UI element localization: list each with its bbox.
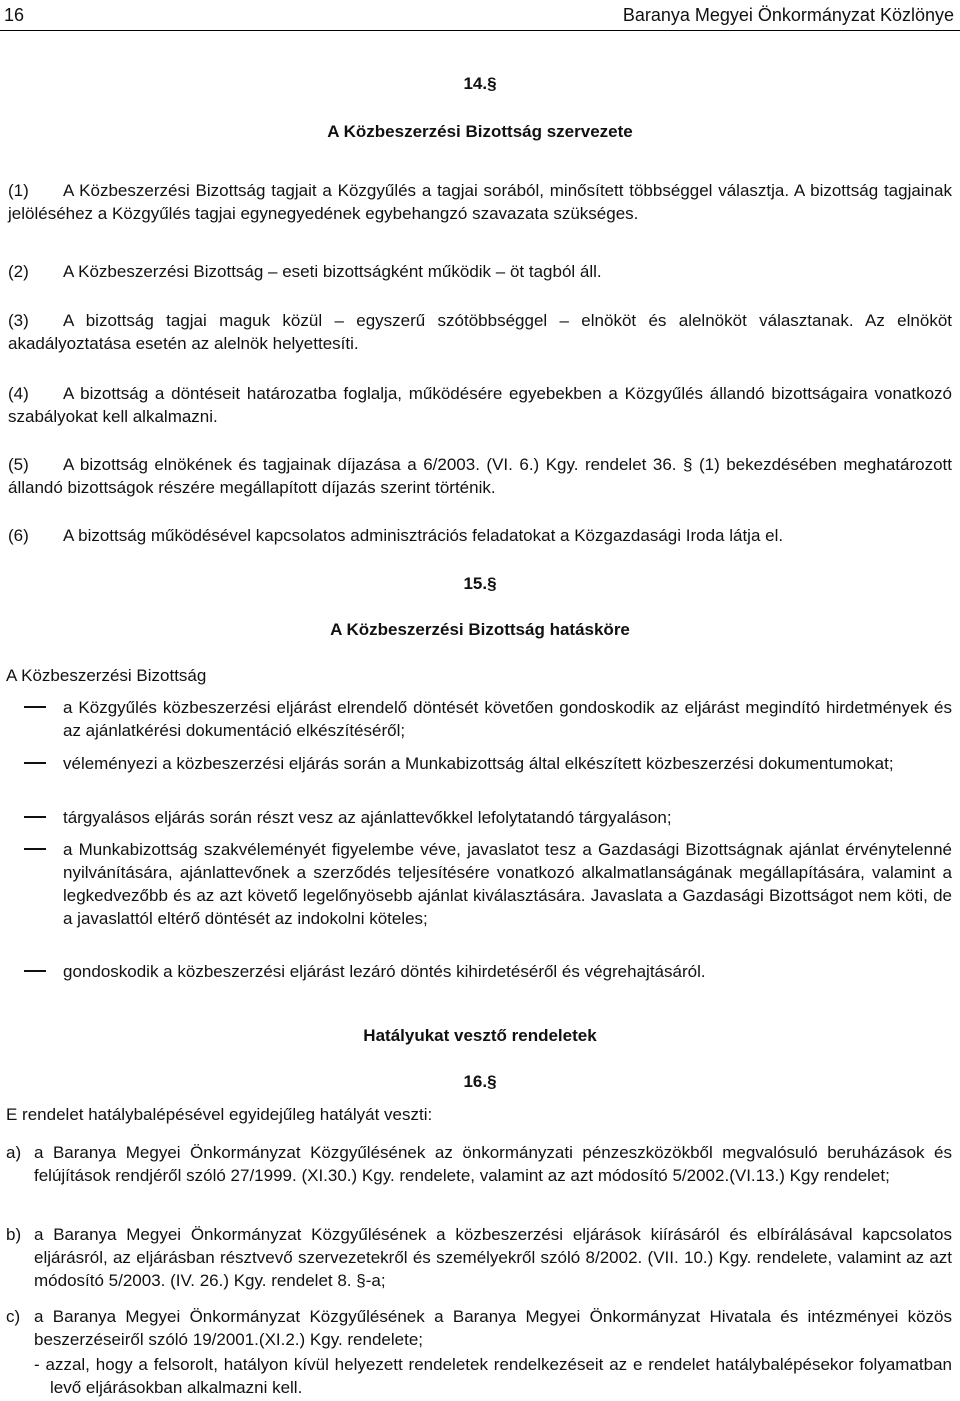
section-15-title: A Közbeszerzési Bizottság hatásköre bbox=[330, 620, 630, 639]
paragraph-text: A bizottság működésével kapcsolatos adminisztrációs feladatokat a Közgazdasági Iroda látja el. bbox=[63, 526, 784, 545]
list-item-label: c) bbox=[6, 1307, 21, 1326]
paragraph-number: (3) bbox=[8, 311, 29, 330]
paragraph-text: A bizottság elnökének és tagjainak díjazása a 6/2003. (VI. 6.) Kgy. rendelet 36. § (1) bekezdésében meghatározott állandó bizottságok részére megállapított díjazás szerint történik. bbox=[8, 455, 952, 497]
dash-list-item bbox=[24, 696, 952, 742]
list-item-text: a Közgyűlés közbeszerzési eljárást elrendelő döntését követően gondoskodik az eljárást megindító hirdetmények és az ajánlatkérési dokumentáció elkészítéséről; bbox=[63, 698, 952, 740]
header-divider bbox=[0, 30, 960, 31]
list-item-label: b) bbox=[6, 1225, 22, 1244]
list-item-text: a Munkabizottság szakvéleményét figyelembe véve, javaslatot tesz a Gazdasági Bizottságnak ajánlat érvénytelenné nyilvánítására, ajánlattevőnek a szerződés teljesítésére vonatkozó alkalmatlanságának megállapítására, valamint a legkedvezőbb és az azt követő legelőnyösebb ajánlat kiválasztására. Javaslata a Gazdasági Bizottságot nem köti, de a javaslattól eltérő döntését az indokolni köteles; bbox=[63, 840, 952, 928]
lettered-list-item bbox=[6, 1141, 952, 1187]
list-item-text: gondoskodik a közbeszerzési eljárást lezáró döntés kihirdetéséről és végrehajtásáról. bbox=[63, 962, 706, 981]
list-item-label: a) bbox=[6, 1143, 22, 1162]
dash-bullet-icon bbox=[24, 806, 48, 829]
list-item-text: tárgyalásos eljárás során részt vesz az ajánlattevőkkel lefolytatandó tárgyaláson; bbox=[63, 808, 672, 827]
repealed-regulations-heading: Hatályukat vesztő rendeletek bbox=[363, 1026, 597, 1045]
paragraph-number: (6) bbox=[8, 526, 29, 545]
dash-list-item bbox=[24, 806, 952, 829]
paragraph-number: (2) bbox=[8, 262, 29, 281]
page-number: 16 bbox=[4, 5, 25, 25]
section-14-number: 14.§ bbox=[463, 74, 497, 93]
paragraph-text: A Közbeszerzési Bizottság – eseti bizottságként működik – öt tagból áll. bbox=[63, 262, 602, 281]
dash-list-item bbox=[24, 838, 952, 930]
lettered-list-item bbox=[6, 1223, 952, 1292]
paragraph-1 bbox=[8, 179, 952, 225]
list-item-text: a Baranya Megyei Önkormányzat Közgyűlésének a Baranya Megyei Önkormányzat Hivatala és intézményei közös beszerzéseiről szóló 19/2001.(XI.2.) Kgy. rendelete; bbox=[34, 1307, 952, 1349]
paragraph-3 bbox=[8, 309, 952, 355]
paragraph-5 bbox=[8, 453, 952, 499]
list-item-text: véleményezi a közbeszerzési eljárás során a Munkabizottság által elkészített közbeszerzési dokumentumokat; bbox=[63, 754, 894, 773]
paragraph-4 bbox=[8, 382, 952, 428]
dash-bullet-icon bbox=[24, 696, 48, 719]
sub-list-item bbox=[34, 1353, 952, 1399]
paragraph-6 bbox=[8, 524, 952, 547]
journal-title: Baranya Megyei Önkormányzat Közlönye bbox=[622, 5, 954, 25]
dash-list-item bbox=[24, 752, 952, 775]
dash-bullet-icon bbox=[24, 960, 48, 983]
section-15-intro: A Közbeszerzési Bizottság bbox=[6, 666, 207, 685]
paragraph-2 bbox=[8, 260, 952, 283]
dash-bullet-icon bbox=[24, 752, 48, 775]
list-item-text: a Baranya Megyei Önkormányzat Közgyűlésének a közbeszerzési eljárások kiírásáról és elbírálásával kapcsolatos eljárásról, az eljárásban résztvevő szervezetekről és személyekről szóló 8/2002. (VII. 10.) Kgy. rendelete, valamint az azt módosító 5/2003. (IV. 26.) Kgy. rendelet 8. §-a; bbox=[34, 1225, 952, 1290]
section-14-title: A Közbeszerzési Bizottság szervezete bbox=[327, 122, 633, 141]
dash-list-item bbox=[24, 960, 952, 983]
paragraph-number: (5) bbox=[8, 455, 29, 474]
lettered-list-item bbox=[6, 1305, 952, 1351]
section-15-number: 15.§ bbox=[463, 574, 497, 593]
paragraph-text: A Közbeszerzési Bizottság tagjait a Közgyűlés a tagjai sorából, minősített többséggel választja. A bizottság tagjainak jelöléséhez a Közgyűlés tagjai egynegyedének egybehangzó szavazata szükséges. bbox=[8, 181, 952, 223]
section-16-number: 16.§ bbox=[463, 1072, 497, 1091]
dash-bullet-icon bbox=[24, 838, 48, 861]
paragraph-text: A bizottság a döntéseit határozatba foglalja, működésére egyebekben a Közgyűlés állandó bizottságaira vonatkozó szabályokat kell alkalmazni. bbox=[8, 384, 952, 426]
sub-list-item-text: - azzal, hogy a felsorolt, hatályon kívül helyezett rendeletek rendelkezéseit az e rendelet hatálybalépésekor folyamatban levő eljárásokban alkalmazni kell. bbox=[34, 1355, 952, 1397]
list-item-text: a Baranya Megyei Önkormányzat Közgyűlésének az önkormányzati pénzeszközökből megvalósuló beruházások és felújítások rendjéről szóló 27/1999. (XI.30.) Kgy. rendelete, valamint az azt módosító 5/2002.(VI.13.) Kgy rendelet; bbox=[34, 1143, 952, 1185]
paragraph-number: (1) bbox=[8, 181, 29, 200]
paragraph-text: A bizottság tagjai maguk közül – egyszerű szótöbbséggel – elnököt és alelnököt választanak. Az elnököt akadályoztatása esetén az alelnök helyettesíti. bbox=[8, 311, 952, 353]
section-16-intro: E rendelet hatálybalépésével egyidejűleg hatályát veszti: bbox=[6, 1105, 433, 1124]
paragraph-number: (4) bbox=[8, 384, 29, 403]
